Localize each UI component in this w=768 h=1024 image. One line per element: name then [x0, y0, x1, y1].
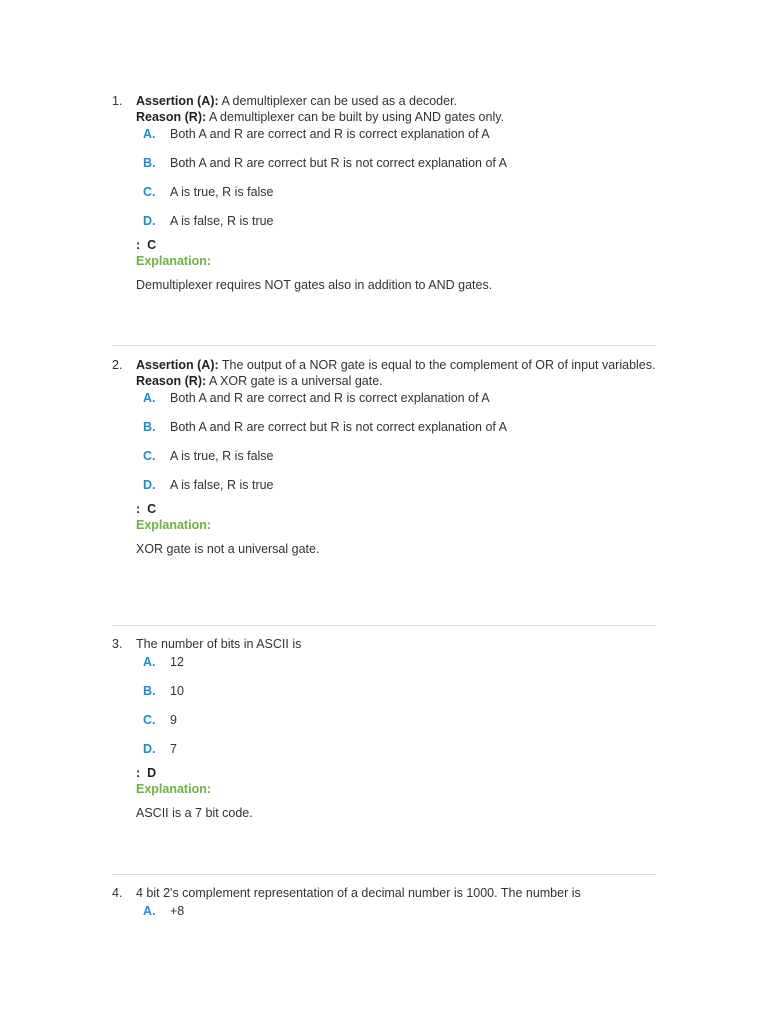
option-text: 10	[170, 683, 184, 698]
reason-text: A demultiplexer can be built by using AND gates only.	[206, 109, 505, 124]
question-stem	[112, 886, 657, 902]
question-4	[112, 886, 657, 931]
option-letter: A.	[143, 127, 156, 141]
option-text: Both A and R are correct and R is correct explanation of A	[170, 391, 490, 405]
option-letter: A.	[143, 903, 156, 918]
explanation-text: XOR gate is not a universal gate.	[136, 542, 320, 556]
answer-value: C	[147, 238, 157, 252]
option-text: 7	[170, 741, 177, 756]
option-c[interactable]	[112, 447, 657, 476]
option-c[interactable]	[112, 183, 657, 212]
question-number: 3.	[112, 637, 123, 651]
option-text: A is false, R is true	[170, 478, 274, 492]
option-a[interactable]	[112, 653, 657, 682]
option-text: Both A and R are correct and R is correct explanation of A	[170, 127, 490, 141]
option-text: Both A and R are correct but R is not correct explanation of A	[170, 420, 507, 434]
option-letter: B.	[143, 156, 156, 170]
option-letter: C.	[143, 712, 156, 727]
option-letter: A.	[143, 391, 156, 405]
question-stem	[112, 637, 657, 653]
question-text: 4 bit 2's complement representation of a decimal number is 1000. The number is	[136, 886, 581, 900]
explanation-label: Explanation:	[136, 518, 212, 532]
reason-label: Reason (R):	[136, 373, 207, 388]
assertion-label: Assertion (A):	[136, 94, 219, 108]
option-a[interactable]	[112, 389, 657, 418]
answer-colon: :	[136, 765, 141, 780]
option-letter: B.	[143, 683, 156, 698]
option-b[interactable]	[112, 418, 657, 447]
option-text: +8	[170, 903, 185, 918]
option-b[interactable]	[112, 154, 657, 183]
question-stem	[112, 94, 657, 125]
assertion-label: Assertion (A):	[136, 358, 219, 372]
option-b[interactable]	[112, 682, 657, 711]
option-letter: C.	[143, 449, 156, 463]
divider	[112, 874, 656, 875]
explanation-label: Explanation:	[136, 781, 212, 796]
answer-value: D	[147, 765, 157, 780]
option-text: A is true, R is false	[170, 449, 274, 463]
option-d[interactable]	[112, 740, 657, 769]
explanation-text: ASCII is a 7 bit code.	[136, 805, 253, 820]
answer-colon: :	[136, 502, 141, 516]
question-2	[112, 358, 657, 557]
option-c[interactable]	[112, 711, 657, 740]
option-letter: B.	[143, 420, 156, 434]
question-1	[112, 94, 657, 293]
option-text: A is true, R is false	[170, 185, 274, 199]
option-a[interactable]	[112, 125, 657, 154]
answer-value: C	[147, 502, 157, 516]
reason-text: A XOR gate is a universal gate.	[206, 373, 383, 388]
answer-colon: :	[136, 238, 141, 252]
question-3	[112, 637, 657, 821]
option-letter: D.	[143, 478, 156, 492]
question-text: The number of bits in ASCII is	[136, 637, 302, 651]
option-text: 9	[170, 712, 177, 727]
question-number: 1.	[112, 94, 123, 108]
option-d[interactable]	[112, 212, 657, 241]
explanation-label: Explanation:	[136, 254, 212, 268]
option-text: 12	[170, 654, 184, 669]
question-number: 4.	[112, 886, 123, 900]
question-number: 2.	[112, 358, 123, 372]
assertion-text: The output of a NOR gate is equal to the complement of OR of input variables.	[218, 358, 656, 372]
option-letter: C.	[143, 185, 156, 199]
reason-label: Reason (R):	[136, 109, 207, 124]
question-stem	[112, 358, 657, 389]
option-a[interactable]	[112, 902, 657, 931]
assertion-text: A demultiplexer can be used as a decoder.	[218, 94, 458, 108]
divider	[112, 625, 656, 626]
option-text: Both A and R are correct but R is not correct explanation of A	[170, 156, 507, 170]
option-letter: D.	[143, 214, 156, 228]
option-letter: D.	[143, 741, 156, 756]
explanation-text: Demultiplexer requires NOT gates also in addition to AND gates.	[136, 278, 493, 292]
option-text: A is false, R is true	[170, 214, 274, 228]
option-d[interactable]	[112, 476, 657, 505]
option-letter: A.	[143, 654, 156, 669]
divider	[112, 345, 656, 346]
